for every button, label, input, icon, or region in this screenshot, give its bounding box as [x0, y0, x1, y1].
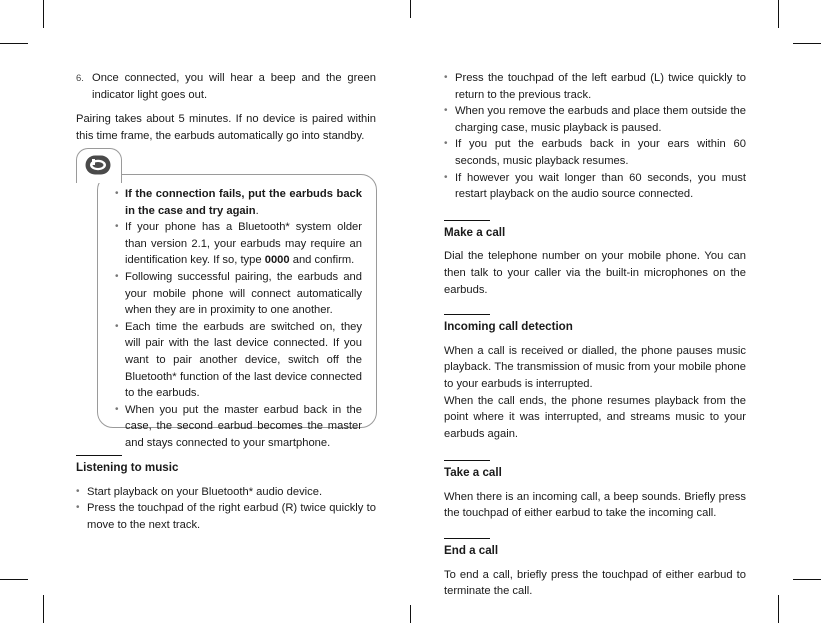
- crop-mark: [778, 0, 779, 28]
- section-rule: [444, 314, 490, 315]
- list-item: • If however you wait longer than 60 seconds, you must restart playback on the audio source connected.: [444, 170, 746, 203]
- section-text: When there is an incoming call, a beep sounds. Briefly press the touchpad of either earbud to take the incoming call.: [444, 490, 746, 520]
- section-text: When the call ends, the phone resumes playback from the point where it was interrupted, and streams music to your earbuds again.: [444, 394, 746, 440]
- crop-mark: [793, 43, 821, 44]
- brand-logo-icon: [85, 155, 111, 175]
- listening-section: [76, 455, 376, 533]
- crop-mark: [410, 605, 411, 623]
- section-text: When a call is received or dialled, the phone pauses music playback. The transmission of music from your mobile phone to your earbuds is interrupted.: [444, 344, 746, 390]
- crop-mark: [0, 579, 28, 580]
- section-rule: [444, 460, 490, 461]
- crop-mark: [778, 595, 779, 623]
- left-column: [76, 70, 376, 144]
- step-6: [76, 70, 376, 103]
- callout-item: [117, 219, 362, 269]
- callout-item-text: and confirm.: [289, 254, 355, 267]
- crop-mark: [43, 595, 44, 623]
- callout-item-text: If your phone has a Bluetooth* system older than version 2.1, your earbuds may require an identification key. If so, type: [125, 221, 362, 267]
- callout-item: • When you put the master earbud back in the case, the second earbud becomes the master and stays connected to your smartphone.: [117, 402, 362, 452]
- section-heading: Make a call: [444, 225, 506, 239]
- section-rule: [76, 455, 122, 456]
- crop-mark: [793, 579, 821, 580]
- list-item: • If you put the earbuds back in your ears within 60 seconds, music playback resumes.: [444, 136, 746, 169]
- step-text: Once connected, you will hear a beep and the green indicator light goes out.: [92, 72, 376, 101]
- section-heading: Listening to music: [76, 461, 179, 474]
- step-number: 6.: [76, 73, 84, 84]
- section-heading: End a call: [444, 544, 499, 558]
- make-call-section: [444, 220, 746, 298]
- callout-item: • Each time the earbuds are switched on, they will pair with the last device connected. If you want to pair another device, switch off the Bluetooth* function of the last device connected to the earbuds.: [117, 319, 362, 402]
- callout-item-bold: If the connection fails, put the earbuds back in the case and try again: [125, 188, 362, 217]
- callout-item-end: .: [255, 204, 259, 217]
- right-column: [444, 70, 746, 600]
- section-heading: Take a call: [444, 466, 502, 480]
- callout-item: • Following successful pairing, the earbuds and your mobile phone will connect automatically when they are in proximity to one another.: [117, 269, 362, 319]
- crop-mark: [0, 43, 28, 44]
- list-item: • Start playback on your Bluetooth* audio device.: [76, 484, 376, 501]
- list-item: • Press the touchpad of the left earbud (L) twice quickly to return to the previous track.: [444, 70, 746, 103]
- take-call-section: [444, 460, 746, 522]
- section-rule: [444, 538, 490, 539]
- callout-text: [117, 186, 362, 452]
- pairing-paragraph: Pairing takes about 5 minutes. If no device is paired within this time frame, the earbuds automatically go into standby.: [76, 113, 376, 142]
- identification-key-code: 0000: [264, 254, 290, 267]
- crop-mark: [410, 0, 411, 18]
- end-call-section: [444, 538, 746, 600]
- section-text: Dial the telephone number on your mobile phone. You can then talk to your caller via the built-in microphones on the earbuds.: [444, 250, 746, 296]
- list-item: • Press the touchpad of the right earbud (R) twice quickly to move to the next track.: [76, 500, 376, 533]
- section-rule: [444, 220, 490, 221]
- incoming-call-section: [444, 314, 746, 442]
- list-item: • When you remove the earbuds and place them outside the charging case, music playback is paused.: [444, 103, 746, 136]
- callout-item: [117, 186, 362, 219]
- crop-mark: [43, 0, 44, 28]
- section-heading: Incoming call detection: [444, 320, 573, 334]
- section-text: To end a call, briefly press the touchpad of either earbud to terminate the call.: [444, 568, 746, 598]
